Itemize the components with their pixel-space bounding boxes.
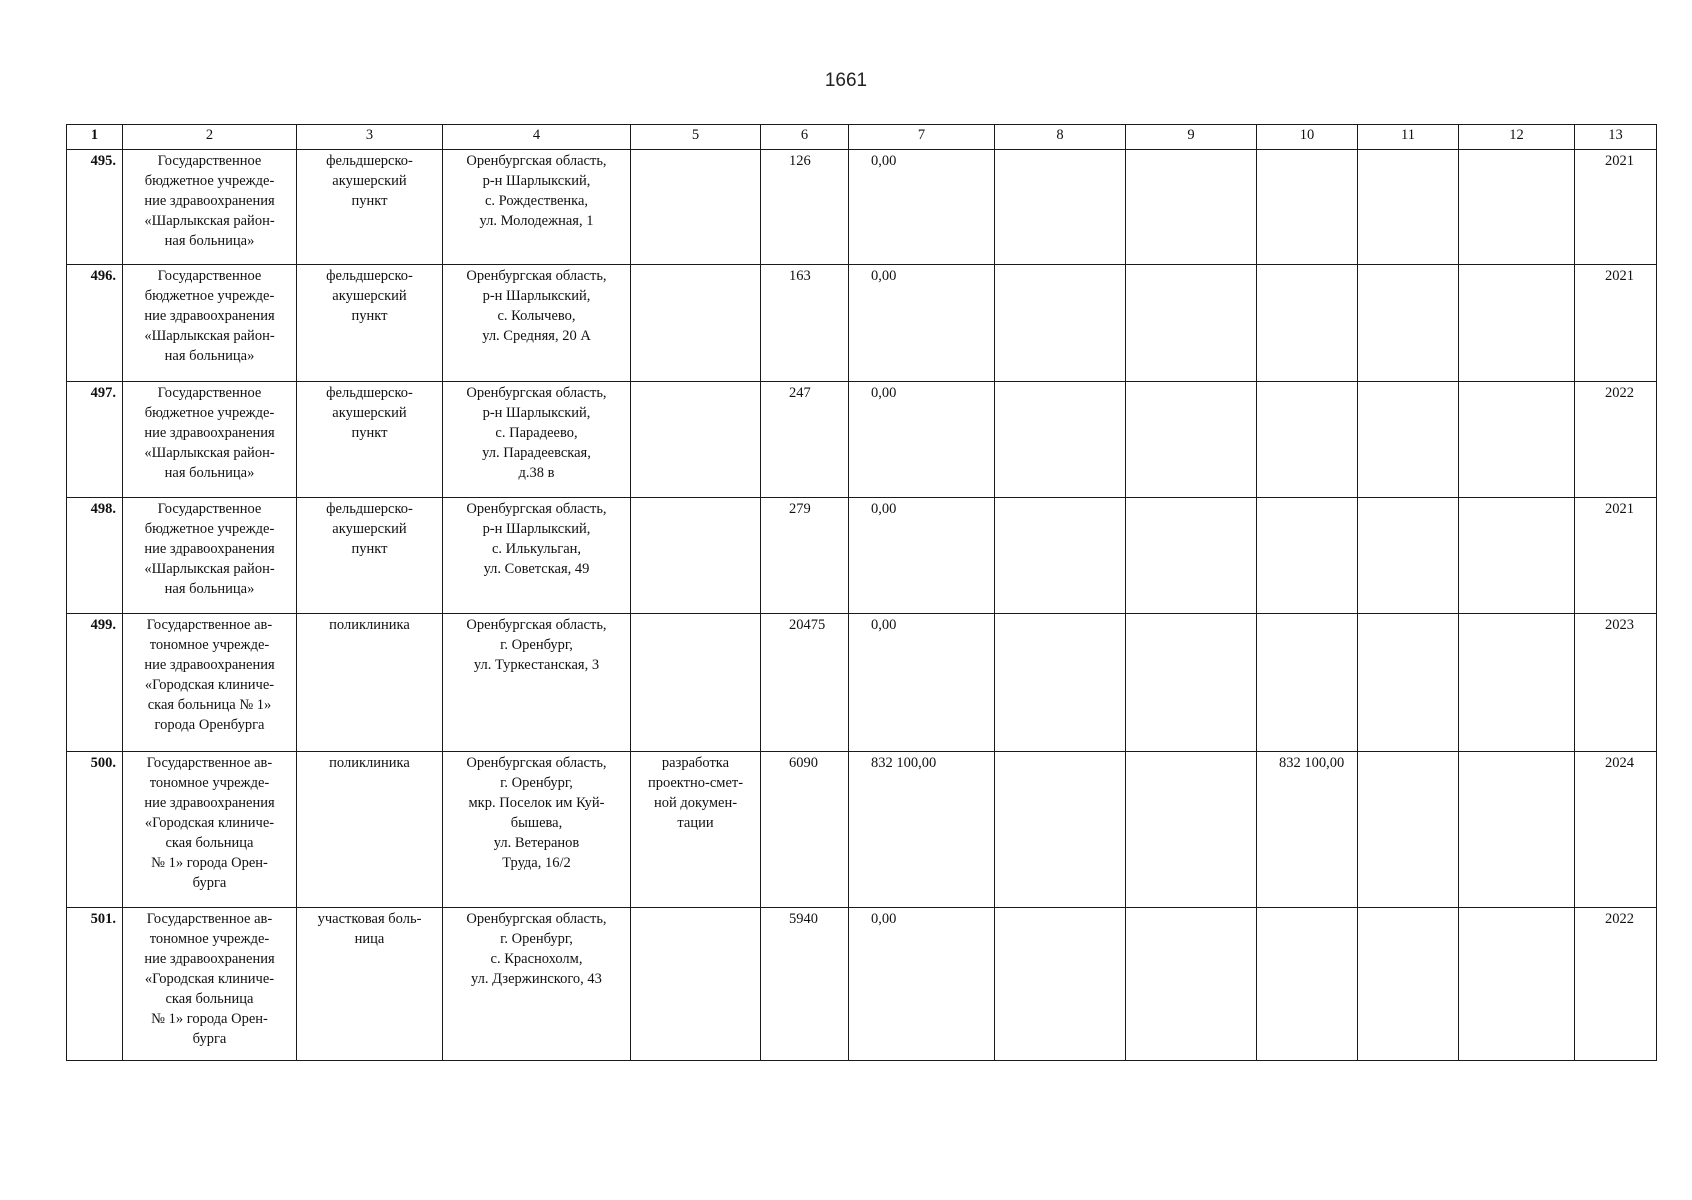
facility-type-cell-line: фельдшерско-: [326, 153, 413, 169]
organization-cell-line: ние здравоохранения: [144, 951, 275, 967]
address-cell: [443, 614, 631, 752]
facility-type-cell-line: акушерский: [332, 521, 407, 537]
table-row: [67, 265, 1657, 382]
col6-cell: 6090: [761, 752, 849, 908]
address-cell-line: с. Илькульган,: [491, 541, 582, 557]
col9-cell: [1126, 614, 1257, 752]
facility-type-cell-line: пункт: [351, 425, 388, 441]
organization-cell-line: Государственное: [157, 153, 262, 169]
col7-cell: 0,00: [849, 908, 995, 1061]
organization-cell-line: ние здравоохранения: [144, 795, 275, 811]
header-cell: 1: [67, 125, 123, 150]
address-cell-line: р-н Шарлыкский,: [482, 288, 591, 304]
col6-cell: 247: [761, 382, 849, 498]
work-type-cell: [631, 150, 761, 265]
organization-cell-line: ская больница: [165, 835, 254, 851]
work-type-cell: [631, 382, 761, 498]
col8-cell: [995, 265, 1126, 382]
col7-cell: 832 100,00: [849, 752, 995, 908]
work-type-cell: [631, 498, 761, 614]
work-type-cell-line: тации: [677, 815, 714, 831]
organization-cell-line: Государственное: [157, 501, 262, 517]
organization-cell: [123, 150, 297, 265]
facility-type-cell-line: пункт: [351, 308, 388, 324]
col6-cell: 20475: [761, 614, 849, 752]
facility-type-cell: [297, 752, 443, 908]
year-cell: 2021: [1575, 150, 1657, 265]
organization-cell-line: ская больница: [165, 991, 254, 1007]
facility-type-cell-line: акушерский: [332, 288, 407, 304]
organization-cell: [123, 498, 297, 614]
organization-cell-line: города Оренбурга: [154, 717, 265, 733]
address-cell-line: с. Краснохолм,: [490, 951, 583, 967]
facility-type-cell: [297, 382, 443, 498]
table-body: [67, 150, 1657, 1061]
col10-cell: [1257, 150, 1358, 265]
col9-cell: [1126, 498, 1257, 614]
address-cell: [443, 908, 631, 1061]
organization-cell-line: тономное учрежде-: [149, 637, 270, 653]
facility-type-cell: [297, 265, 443, 382]
col8-cell: [995, 498, 1126, 614]
year-cell: 2024: [1575, 752, 1657, 908]
organization-cell: [123, 908, 297, 1061]
col11-cell: [1358, 265, 1459, 382]
col7-cell: 0,00: [849, 265, 995, 382]
row-number-cell: 500.: [67, 752, 123, 908]
year-cell: 2023: [1575, 614, 1657, 752]
col12-cell: [1459, 908, 1575, 1061]
address-cell-line: р-н Шарлыкский,: [482, 173, 591, 189]
address-cell-line: г. Оренбург,: [500, 931, 573, 947]
col11-cell: [1358, 150, 1459, 265]
organization-cell-line: бюджетное учрежде-: [144, 288, 275, 304]
header-cell: 2: [123, 125, 297, 150]
facility-type-cell-line: фельдшерско-: [326, 385, 413, 401]
organization-cell: [123, 265, 297, 382]
col11-cell: [1358, 382, 1459, 498]
address-cell: [443, 752, 631, 908]
col11-cell: [1358, 908, 1459, 1061]
col12-cell: [1459, 498, 1575, 614]
address-cell-line: г. Оренбург,: [500, 637, 573, 653]
facility-type-cell: [297, 908, 443, 1061]
work-type-cell: [631, 752, 761, 908]
address-cell-line: ул. Молодежная, 1: [479, 213, 594, 229]
col11-cell: [1358, 752, 1459, 908]
col8-cell: [995, 614, 1126, 752]
organization-cell-line: ние здравоохранения: [144, 541, 275, 557]
col7-cell: 0,00: [849, 382, 995, 498]
col7-cell: 0,00: [849, 498, 995, 614]
facility-type-cell-line: фельдшерско-: [326, 501, 413, 517]
col10-cell: [1257, 614, 1358, 752]
organization-cell: [123, 382, 297, 498]
year-cell: 2022: [1575, 382, 1657, 498]
header-cell: 10: [1257, 125, 1358, 150]
organization-cell-line: ная больница»: [164, 233, 255, 249]
facility-type-cell-line: акушерский: [332, 173, 407, 189]
organization-cell-line: Государственное ав-: [146, 911, 273, 927]
col6-cell: 279: [761, 498, 849, 614]
address-cell-line: Оренбургская область,: [466, 617, 607, 633]
row-number-cell: 499.: [67, 614, 123, 752]
work-type-cell-line: ной докумен-: [653, 795, 738, 811]
address-cell-line: Оренбургская область,: [466, 911, 607, 927]
organization-cell-line: ная больница»: [164, 465, 255, 481]
col6-cell: 163: [761, 265, 849, 382]
facility-type-cell-line: акушерский: [332, 405, 407, 421]
address-cell: [443, 498, 631, 614]
address-cell-line: Труда, 16/2: [502, 855, 571, 871]
address-cell-line: ул. Парадеевская,: [482, 445, 591, 461]
col7-cell: 0,00: [849, 150, 995, 265]
header-cell: 7: [849, 125, 995, 150]
address-cell-line: Оренбургская область,: [466, 501, 607, 517]
facility-type-cell: [297, 498, 443, 614]
address-cell: [443, 150, 631, 265]
organization-cell-line: № 1» города Орен-: [151, 1011, 268, 1027]
col12-cell: [1459, 614, 1575, 752]
organization-cell-line: Государственное: [157, 268, 262, 284]
address-cell-line: ул. Туркестанская, 3: [473, 657, 600, 673]
address-cell-line: с. Колычево,: [497, 308, 576, 324]
organization-cell-line: «Шарлыкская район-: [144, 328, 275, 344]
registry-table: [66, 124, 1657, 1061]
table-row: [67, 498, 1657, 614]
col12-cell: [1459, 382, 1575, 498]
organization-cell-line: тономное учрежде-: [149, 931, 270, 947]
organization-cell-line: бурга: [192, 1031, 227, 1047]
address-cell-line: ул. Советская, 49: [483, 561, 590, 577]
organization-cell-line: тономное учрежде-: [149, 775, 270, 791]
facility-type-cell: [297, 150, 443, 265]
facility-type-cell: [297, 614, 443, 752]
header-cell: 12: [1459, 125, 1575, 150]
facility-type-cell-line: ница: [354, 931, 385, 947]
col7-cell: 0,00: [849, 614, 995, 752]
address-cell-line: д.38 в: [518, 465, 555, 481]
header-cell: 11: [1358, 125, 1459, 150]
col11-cell: [1358, 498, 1459, 614]
col11-cell: [1358, 614, 1459, 752]
address-cell-line: Оренбургская область,: [466, 268, 607, 284]
col10-cell: [1257, 265, 1358, 382]
organization-cell-line: «Городская клиниче-: [144, 815, 275, 831]
col8-cell: [995, 908, 1126, 1061]
organization-cell-line: ние здравоохранения: [144, 193, 275, 209]
col6-cell: 5940: [761, 908, 849, 1061]
address-cell-line: Оренбургская область,: [466, 385, 607, 401]
col9-cell: [1126, 150, 1257, 265]
header-cell: 5: [631, 125, 761, 150]
organization-cell-line: Государственное ав-: [146, 755, 273, 771]
header-cell: 6: [761, 125, 849, 150]
organization-cell-line: «Городская клиниче-: [144, 971, 275, 987]
col9-cell: [1126, 908, 1257, 1061]
year-cell: 2021: [1575, 265, 1657, 382]
organization-cell-line: ние здравоохранения: [144, 308, 275, 324]
facility-type-cell-line: участковая боль-: [317, 911, 422, 927]
header-cell: 3: [297, 125, 443, 150]
organization-cell-line: бюджетное учрежде-: [144, 405, 275, 421]
work-type-cell-line: разработка: [661, 755, 730, 771]
address-cell-line: ул. Средняя, 20 А: [482, 328, 591, 344]
header-cell: 4: [443, 125, 631, 150]
table-row: [67, 752, 1657, 908]
organization-cell-line: бюджетное учрежде-: [144, 173, 275, 189]
table-row: [67, 382, 1657, 498]
header-cell: 9: [1126, 125, 1257, 150]
organization-cell-line: «Городская клиниче-: [144, 677, 275, 693]
col9-cell: [1126, 382, 1257, 498]
organization-cell: [123, 614, 297, 752]
header-row: [67, 125, 1657, 150]
organization-cell-line: ние здравоохранения: [144, 425, 275, 441]
table-row: [67, 614, 1657, 752]
table-row: [67, 908, 1657, 1061]
organization-cell-line: ние здравоохранения: [144, 657, 275, 673]
organization-cell-line: «Шарлыкская район-: [144, 445, 275, 461]
year-cell: 2022: [1575, 908, 1657, 1061]
address-cell-line: Оренбургская область,: [466, 153, 607, 169]
col12-cell: [1459, 150, 1575, 265]
address-cell: [443, 382, 631, 498]
col10-cell: [1257, 908, 1358, 1061]
page-number: 1661: [824, 70, 868, 91]
row-number-cell: 501.: [67, 908, 123, 1061]
work-type-cell: [631, 908, 761, 1061]
col6-cell: 126: [761, 150, 849, 265]
work-type-cell: [631, 265, 761, 382]
organization-cell-line: ная больница»: [164, 348, 255, 364]
address-cell-line: р-н Шарлыкский,: [482, 405, 591, 421]
col8-cell: [995, 752, 1126, 908]
col12-cell: [1459, 265, 1575, 382]
col10-cell: 832 100,00: [1257, 752, 1358, 908]
facility-type-cell-line: поликлиника: [329, 755, 410, 771]
organization-cell-line: № 1» города Орен-: [151, 855, 268, 871]
row-number-cell: 497.: [67, 382, 123, 498]
header-cell: 13: [1575, 125, 1657, 150]
address-cell-line: Оренбургская область,: [466, 755, 607, 771]
organization-cell: [123, 752, 297, 908]
address-cell-line: мкр. Поселок им Куй-: [468, 795, 605, 811]
address-cell-line: ул. Ветеранов: [493, 835, 580, 851]
row-number-cell: 496.: [67, 265, 123, 382]
organization-cell-line: бурга: [192, 875, 227, 891]
table-row: [67, 150, 1657, 265]
col10-cell: [1257, 498, 1358, 614]
address-cell-line: бышева,: [510, 815, 563, 831]
organization-cell-line: «Шарлыкская район-: [144, 561, 275, 577]
row-number-cell: 495.: [67, 150, 123, 265]
col10-cell: [1257, 382, 1358, 498]
organization-cell-line: Государственное: [157, 385, 262, 401]
col9-cell: [1126, 752, 1257, 908]
facility-type-cell-line: поликлиника: [329, 617, 410, 633]
address-cell-line: с. Рождественка,: [484, 193, 589, 209]
organization-cell-line: ская больница № 1»: [147, 697, 272, 713]
organization-cell-line: ная больница»: [164, 581, 255, 597]
row-number-cell: 498.: [67, 498, 123, 614]
organization-cell-line: Государственное ав-: [146, 617, 273, 633]
facility-type-cell-line: пункт: [351, 541, 388, 557]
work-type-cell: [631, 614, 761, 752]
organization-cell-line: бюджетное учрежде-: [144, 521, 275, 537]
col8-cell: [995, 382, 1126, 498]
address-cell-line: с. Парадеево,: [495, 425, 578, 441]
facility-type-cell-line: фельдшерско-: [326, 268, 413, 284]
work-type-cell-line: проектно-смет-: [647, 775, 744, 791]
address-cell: [443, 265, 631, 382]
facility-type-cell-line: пункт: [351, 193, 388, 209]
header-cell: 8: [995, 125, 1126, 150]
address-cell-line: г. Оренбург,: [500, 775, 573, 791]
organization-cell-line: «Шарлыкская район-: [144, 213, 275, 229]
col8-cell: [995, 150, 1126, 265]
address-cell-line: ул. Дзержинского, 43: [471, 971, 602, 987]
col9-cell: [1126, 265, 1257, 382]
year-cell: 2021: [1575, 498, 1657, 614]
address-cell-line: р-н Шарлыкский,: [482, 521, 591, 537]
col12-cell: [1459, 752, 1575, 908]
